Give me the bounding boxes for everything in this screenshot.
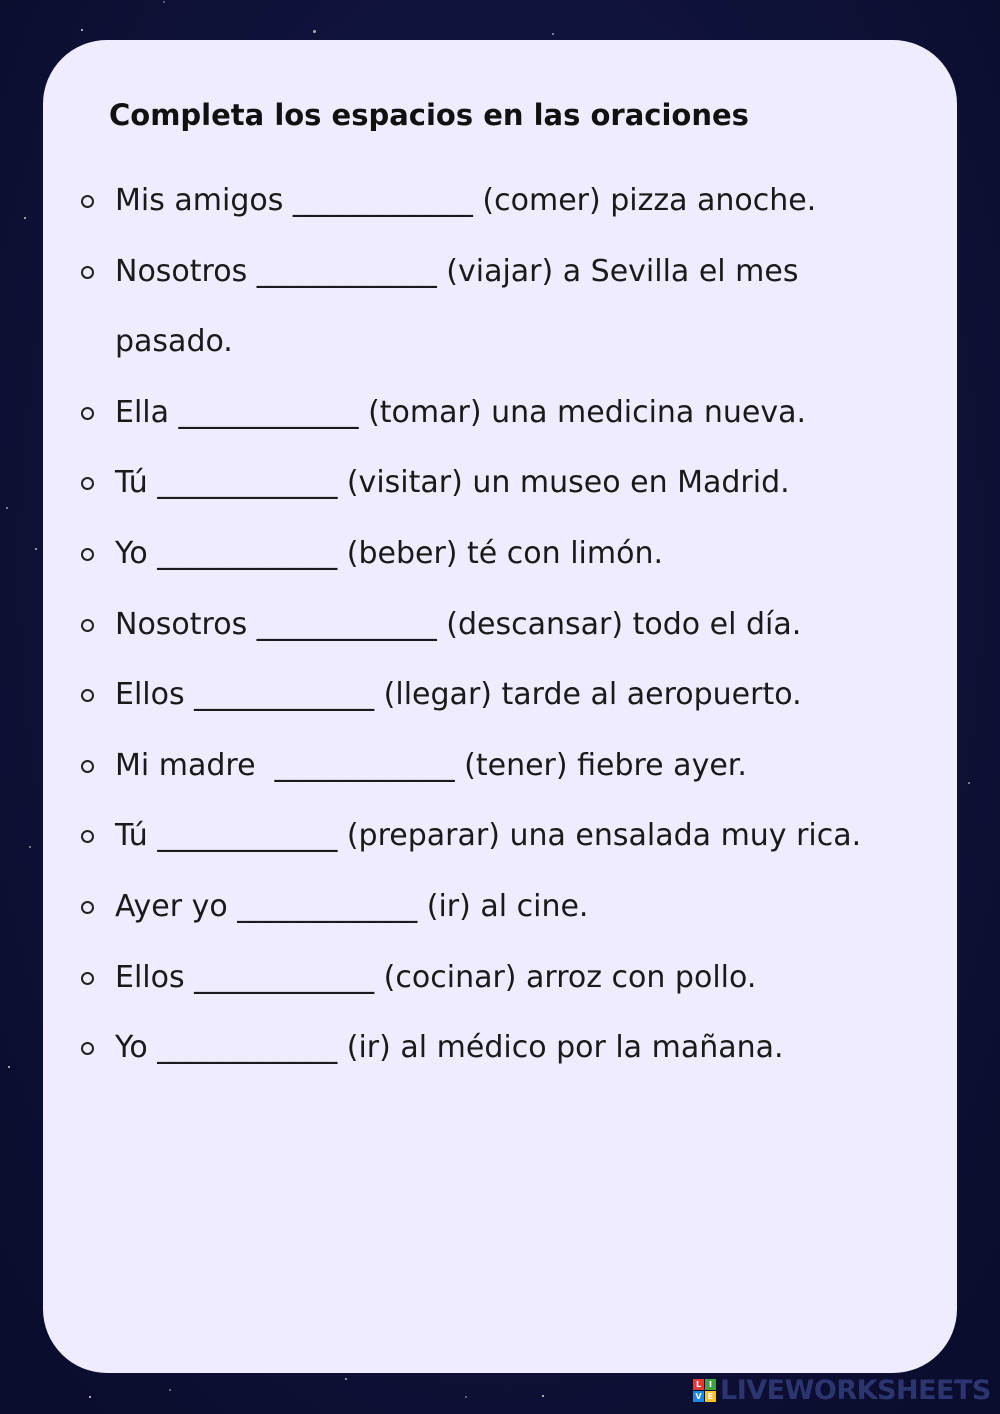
- sentence-text: Nosotros ____________ (viajar) a Sevilla el mes: [115, 253, 799, 289]
- sentence-item-8: [81, 731, 921, 802]
- sentence-item-1: [81, 166, 921, 237]
- star-dot: [552, 33, 554, 35]
- worksheet-title: Completa los espacios en las oraciones: [109, 98, 749, 132]
- liveworksheets-logo-icon: [693, 1379, 716, 1402]
- logo-letter: E: [705, 1391, 716, 1402]
- sentence-item-9: [81, 801, 921, 872]
- sentence-item-4: [81, 448, 921, 519]
- star-dot: [163, 1, 165, 3]
- sentence-text: Ellos ____________ (cocinar) arroz con pollo.: [115, 959, 757, 995]
- bullet-icon: [81, 548, 94, 561]
- bullet-icon: [81, 477, 94, 490]
- bullet-icon: [81, 1042, 94, 1055]
- sentence-text: Mi madre ____________ (tener) fiebre ayer.: [115, 747, 747, 783]
- logo-letter: V: [693, 1391, 704, 1402]
- sentence-continuation: pasado.: [115, 324, 233, 360]
- star-dot: [542, 1395, 544, 1397]
- watermark-text: LIVEWORKSHEETS: [720, 1374, 991, 1406]
- star-dot: [968, 782, 970, 784]
- sentence-item-2: [81, 237, 921, 378]
- star-dot: [35, 548, 37, 550]
- sentence-text: Ellos ____________ (llegar) tarde al aeropuerto.: [115, 677, 802, 713]
- logo-letter: I: [705, 1379, 716, 1390]
- bullet-icon: [81, 407, 94, 420]
- sentence-item-5: [81, 519, 921, 590]
- bullet-icon: [81, 901, 94, 914]
- bullet-icon: [81, 195, 94, 208]
- liveworksheets-watermark: [693, 1374, 991, 1406]
- sentence-text: Ayer yo ____________ (ir) al cine.: [115, 888, 589, 924]
- bullet-icon: [81, 266, 94, 279]
- bullet-icon: [81, 972, 94, 985]
- sentence-text: Tú ____________ (visitar) un museo en Madrid.: [115, 465, 790, 501]
- star-dot: [345, 1378, 347, 1380]
- sentence-text: Yo ____________ (beber) té con limón.: [115, 535, 663, 571]
- worksheet-card: [43, 40, 957, 1373]
- star-dot: [24, 217, 26, 219]
- bullet-icon: [81, 689, 94, 702]
- sentence-text: Tú ____________ (preparar) una ensalada muy rica.: [115, 818, 862, 854]
- sentence-text: Yo ____________ (ir) al médico por la mañana.: [115, 1030, 784, 1066]
- bullet-icon: [81, 830, 94, 843]
- star-dot: [8, 1066, 10, 1068]
- sentence-item-3: [81, 378, 921, 449]
- star-dot: [89, 1396, 91, 1398]
- star-dot: [169, 1389, 171, 1391]
- sentence-text: Nosotros ____________ (descansar) todo el día.: [115, 606, 802, 642]
- sentence-item-11: [81, 943, 921, 1014]
- bullet-icon: [81, 619, 94, 632]
- sentence-item-7: [81, 660, 921, 731]
- bullet-icon: [81, 760, 94, 773]
- logo-letter: L: [693, 1379, 704, 1390]
- star-dot: [6, 507, 8, 509]
- star-dot: [313, 30, 316, 33]
- sentence-text: Mis amigos ____________ (comer) pizza anoche.: [115, 183, 817, 218]
- star-dot: [81, 29, 83, 31]
- sentence-item-10: [81, 872, 921, 943]
- star-dot: [465, 1396, 467, 1398]
- sentence-item-12: [81, 1013, 921, 1084]
- sentence-list: [81, 166, 921, 1084]
- sentence-item-6: [81, 590, 921, 661]
- sentence-text: Ella ____________ (tomar) una medicina nueva.: [115, 394, 807, 430]
- star-dot: [29, 846, 31, 848]
